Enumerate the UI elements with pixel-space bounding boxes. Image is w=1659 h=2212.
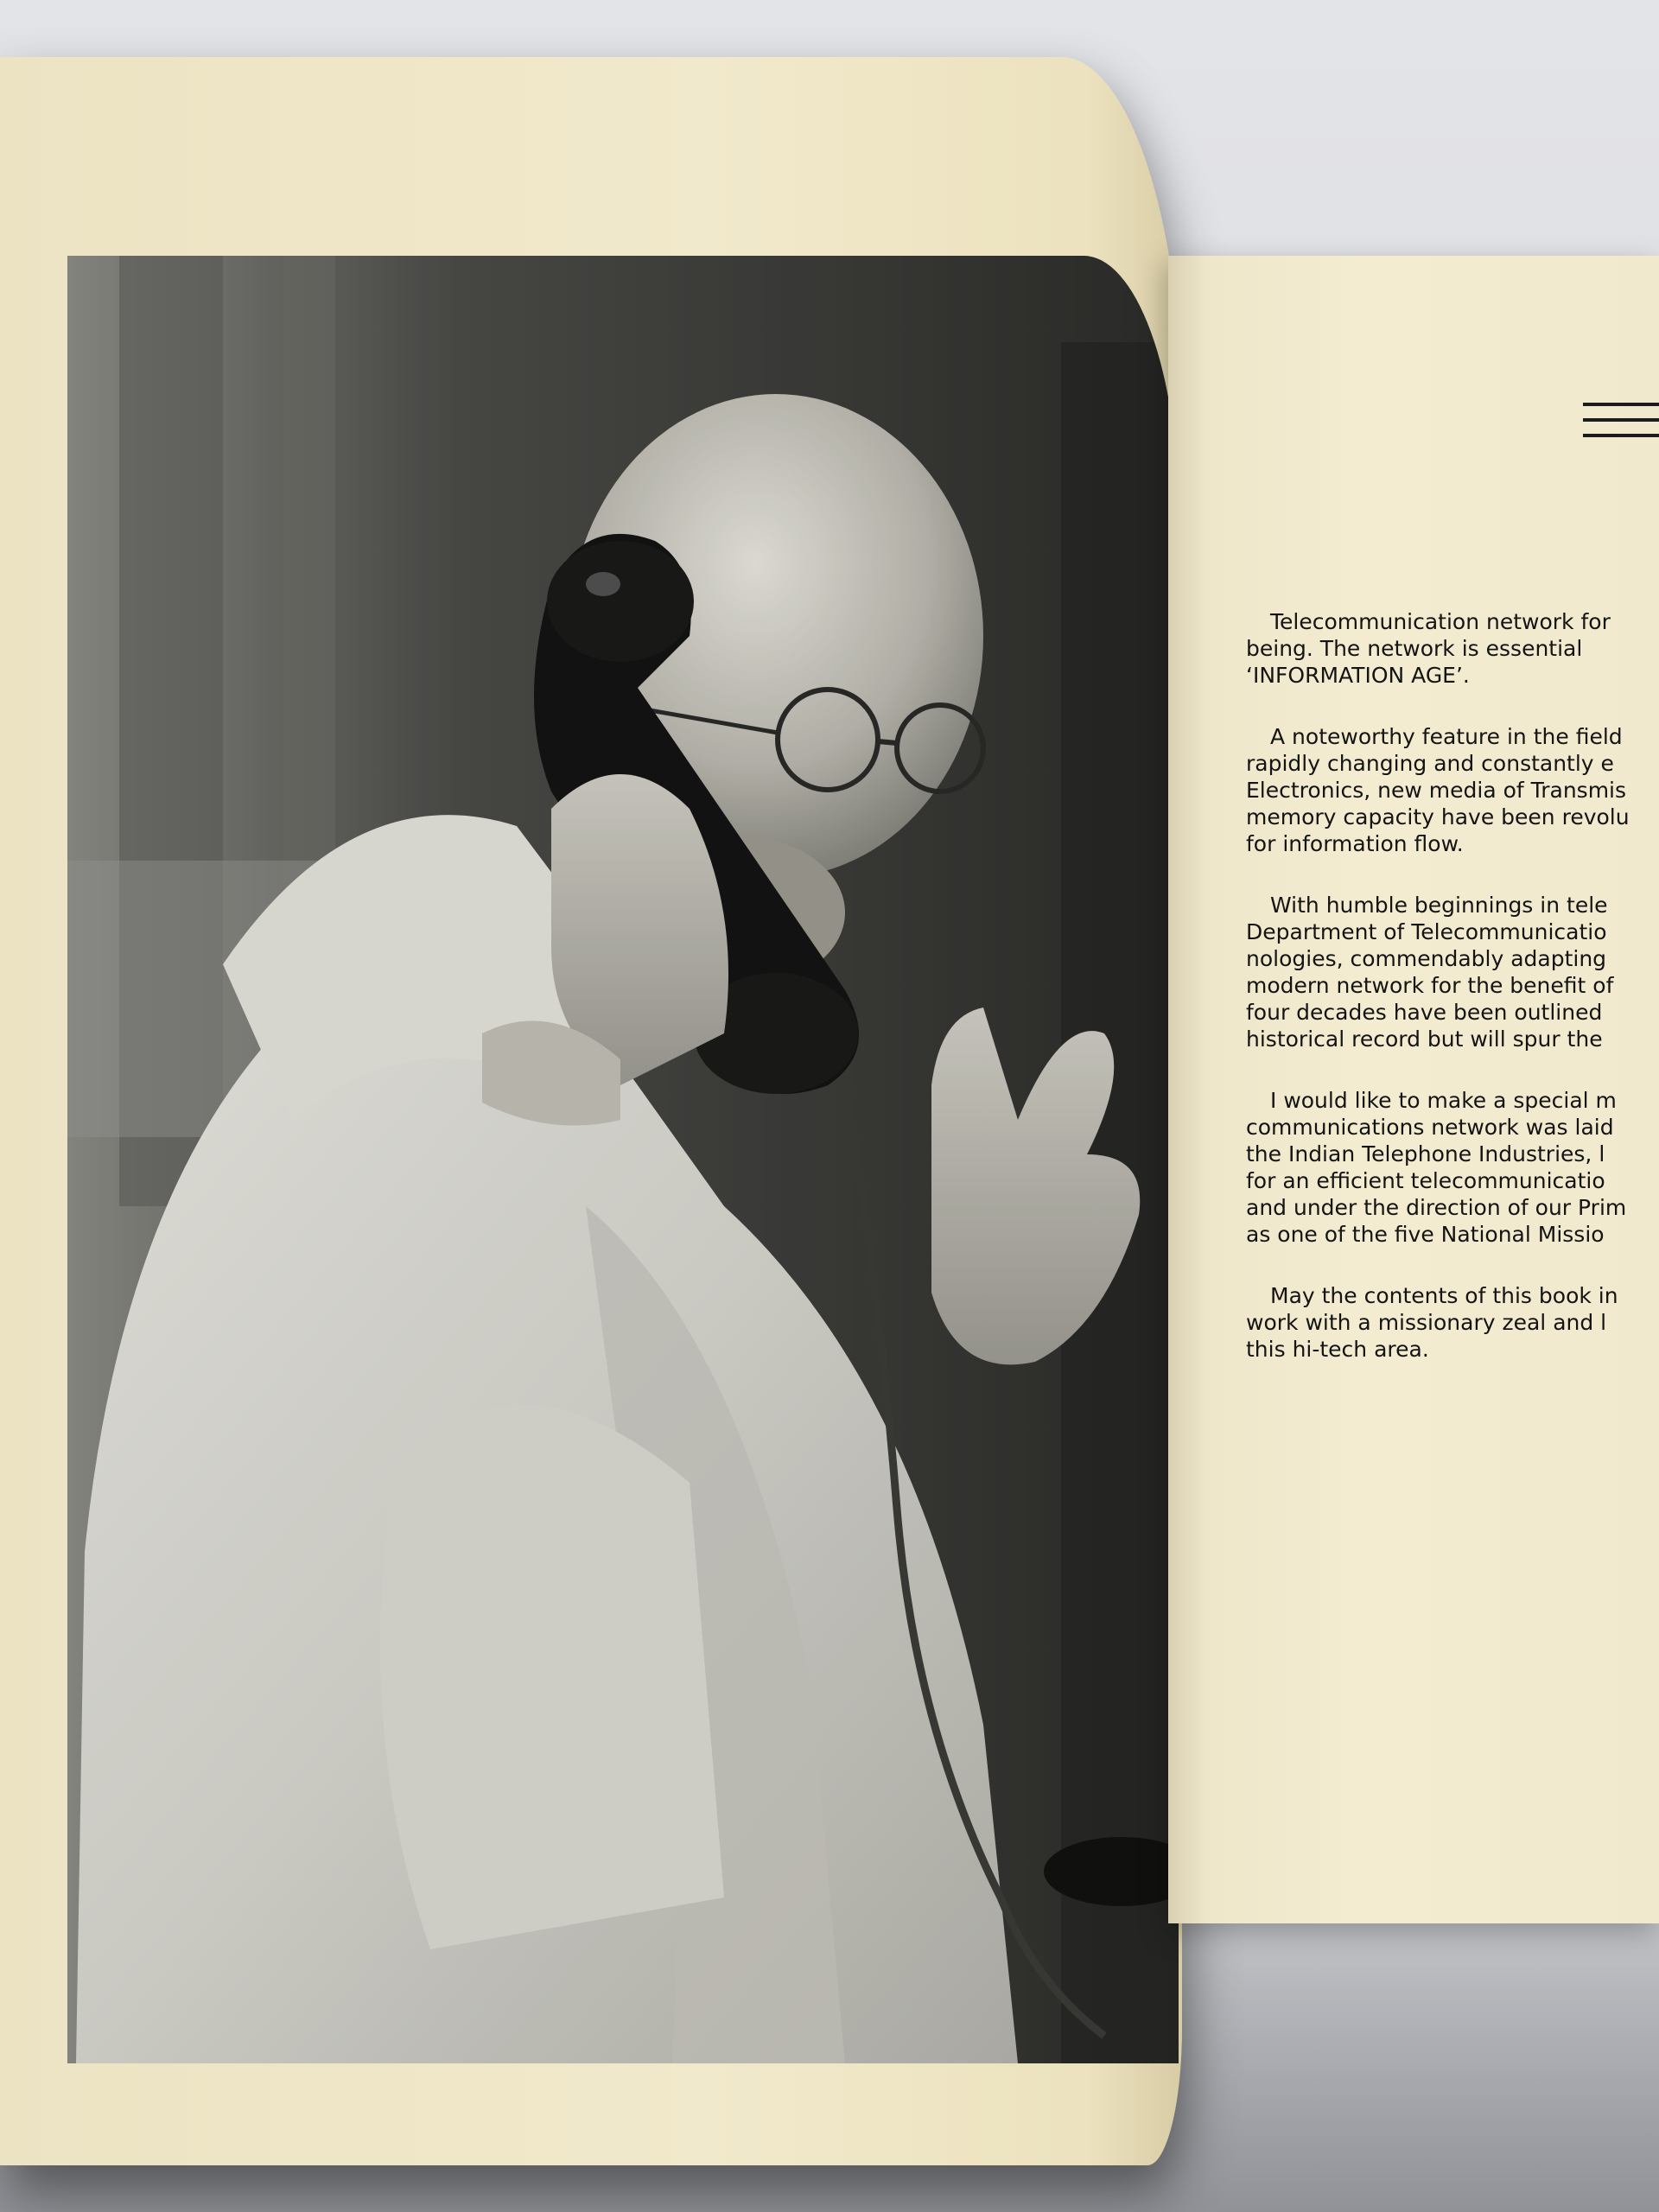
paragraph [1246,723,1659,857]
text-line: Telecommunication network for [1270,609,1611,634]
telephone-photograph [67,256,1179,2063]
text-line: historical record but will spur the [1246,1027,1603,1052]
text-line: Department of Telecommunicatio [1246,919,1607,944]
left-page [0,57,1182,2165]
text-line: as one of the five National Missio [1246,1222,1605,1247]
text-line: A noteworthy feature in the field [1270,724,1623,749]
rule-line [1583,434,1659,437]
text-line: the Indian Telephone Industries, l [1246,1141,1605,1166]
text-line: May the contents of this book in [1270,1283,1618,1308]
text-line: Electronics, new media of Transmis [1246,778,1627,803]
text-line: and under the direction of our Prim [1246,1195,1627,1220]
text-line: nologies, commendably adapting [1246,946,1607,971]
paragraph [1246,892,1659,1052]
paragraph [1246,1282,1659,1363]
rule-line [1583,403,1659,406]
text-line: for an efficient telecommunicatio [1246,1168,1605,1193]
text-line: With humble beginnings in tele [1270,893,1608,918]
text-line: modern network for the benefit of [1246,973,1614,998]
rule-line [1583,418,1659,422]
text-line: memory capacity have been revolu [1246,804,1630,830]
paragraph [1246,608,1659,689]
text-line: communications network was laid [1246,1115,1614,1140]
text-line: rapidly changing and constantly e [1246,751,1614,776]
text-line: this hi-tech area. [1246,1337,1429,1362]
message-text [1246,608,1659,1397]
text-line: ‘INFORMATION AGE’. [1246,663,1470,688]
paragraph [1246,1087,1659,1248]
photograph-illustration [67,256,1179,2063]
text-line: work with a missionary zeal and l [1246,1310,1607,1335]
text-line: being. The network is essential [1246,636,1583,661]
text-line: for information flow. [1246,831,1464,856]
decorative-rules [1583,403,1659,449]
text-line: four decades have been outlined [1246,1000,1603,1025]
right-page [1168,256,1659,1923]
text-line: I would like to make a special m [1270,1088,1617,1113]
